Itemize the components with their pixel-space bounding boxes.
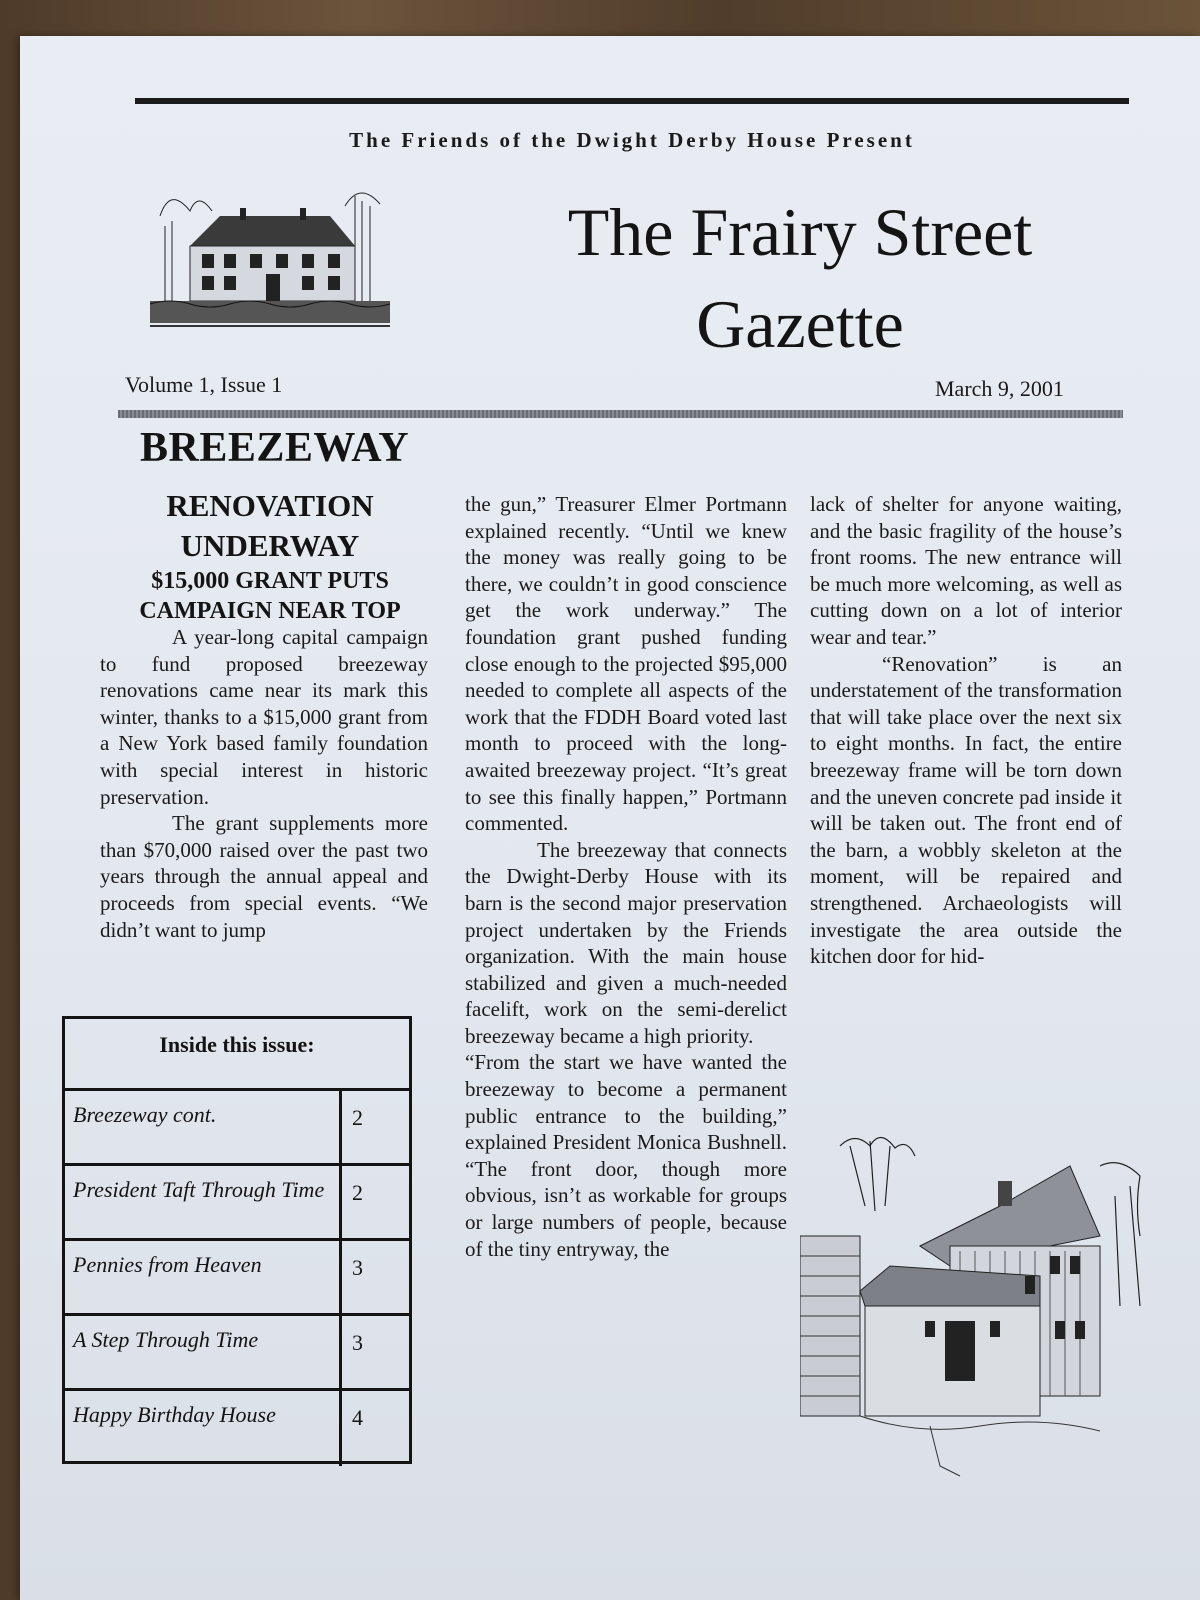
newsletter-title	[460, 186, 1140, 370]
barn-illustration	[800, 1126, 1160, 1486]
newsletter-page	[20, 36, 1200, 1600]
paragraph: lack of shelter for anyone waiting, and the basic fragility of the house’s front rooms. The new entrance will be much more welcoming, as well as cutting down on a lot of interior wear and tear.”	[810, 492, 1122, 649]
deck-line-1: $15,000 GRANT PUTS	[151, 568, 389, 594]
toc-title: Breezeway cont.	[73, 1102, 217, 1127]
toc-row	[65, 1166, 409, 1241]
volume-issue: Volume 1, Issue 1	[125, 372, 283, 397]
article-subhead	[100, 486, 440, 566]
toc-row	[65, 1316, 409, 1391]
article-column-1	[100, 624, 428, 943]
paragraph: The grant supplements more than $70,000 raised over the past two years through the annual appeal and proceeds from special events. “We didn’t want to jump	[100, 811, 428, 942]
toc-row	[65, 1241, 409, 1316]
toc-page: 3	[339, 1316, 409, 1388]
issue-date: March 9, 2001	[935, 376, 1064, 401]
title-line-2: Gazette	[696, 286, 904, 362]
presents-line: The Friends of the Dwight Derby House Present	[349, 128, 915, 152]
toc-page: 4	[339, 1391, 409, 1466]
subhead-line-2: UNDERWAY	[180, 528, 360, 563]
toc-row	[65, 1391, 409, 1466]
paragraph: the gun,” Treasurer Elmer Portmann explained recently. “Until we knew the money was really going to be there, we couldn’t in good conscience get the work underway.” The foundation grant pushed funding close enough to the projected $95,000 needed to complete all aspects of the work that the FDDH Board voted last month to proceed with the long-awaited breezeway project. “It’s great to see this finally happen,” Portmann commented.	[465, 492, 787, 836]
paragraph: “Renovation” is an understatement of the transformation that will take place over the next six to eight months. In fact, the entire breezeway frame will be torn down and the uneven concrete pad inside it will be taken out. The front end of the barn, a wobbly skeleton at the moment, will be repaired and strengthened. Archaeologists will investigate the area outside the kitchen door for hid-	[810, 651, 1122, 969]
masthead-rule	[118, 410, 1123, 418]
toc-row	[65, 1091, 409, 1166]
toc-title: A Step Through Time	[73, 1327, 259, 1352]
paragraph: “From the start we have wanted the breezeway to become a permanent public entrance to the building,” explained President Monica Bushnell. “The front door, though more obvious, isn’t as workable for groups or large numbers of people, because of the tiny entryway, the	[465, 1050, 787, 1261]
toc-page: 2	[339, 1091, 409, 1163]
paragraph: A year-long capital campaign to fund proposed breezeway renovations came near its mark this winter, thanks to a $15,000 grant from a New York based family foundation with special interest in historic preservation.	[100, 625, 428, 809]
toc-title: Happy Birthday House	[73, 1402, 276, 1427]
inside-this-issue-box	[62, 1016, 412, 1464]
article-column-2	[465, 491, 787, 1262]
house-illustration	[150, 176, 390, 334]
deck-line-2: CAMPAIGN NEAR TOP	[139, 598, 401, 624]
toc-title: President Taft Through Time	[73, 1177, 325, 1202]
article-deck	[100, 566, 440, 626]
toc-heading: Inside this issue:	[65, 1019, 409, 1091]
subhead-line-1: RENOVATION	[166, 488, 374, 523]
article-column-3	[810, 491, 1122, 970]
paragraph: The breezeway that connects the Dwight-Derby House with its barn is the second major preservation project undertaken by the Friends organization. With the main house stabilized and given a much-needed facelift, work on the semi-derelict breezeway became a high priority.	[465, 837, 787, 1048]
top-rule	[135, 98, 1129, 104]
article-headline: BREEZEWAY	[140, 425, 410, 471]
toc-title: Pennies from Heaven	[73, 1252, 262, 1277]
toc-page: 2	[339, 1166, 409, 1238]
toc-page: 3	[339, 1241, 409, 1313]
title-line-1: The Frairy Street	[567, 194, 1033, 270]
